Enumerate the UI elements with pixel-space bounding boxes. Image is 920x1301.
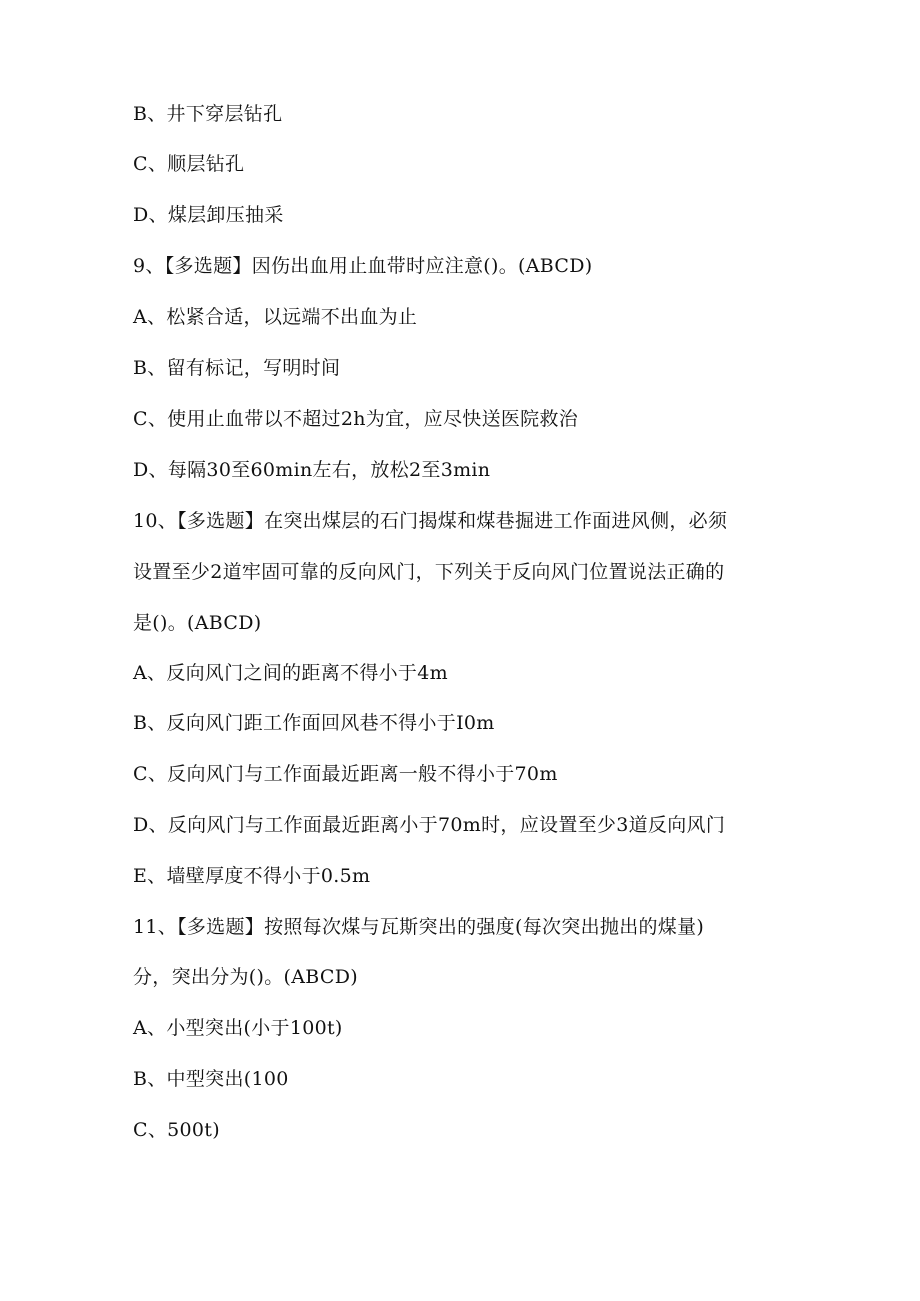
- question-9: 9、【多选题】因伤出血用止血带时应注意()。(ABCD): [133, 255, 593, 277]
- option-c-q8: C、顺层钻孔: [133, 153, 245, 175]
- option-b-q9: B、留有标记，写明时间: [133, 357, 341, 379]
- option-b-q8: B、井下穿层钻孔: [133, 103, 283, 125]
- option-e-q10: E、墙壁厚度不得小于0.5m: [133, 865, 371, 887]
- option-d-q9: D、每隔30至60min左右，放松2至3min: [133, 459, 491, 481]
- option-a-q11: A、小型突出(小于100t): [133, 1017, 343, 1039]
- option-c-q11: C、500t): [133, 1119, 220, 1141]
- option-b-q10: B、反向风门距工作面回风巷不得小于I0m: [133, 712, 495, 734]
- question-11-line-1: 11、【多选题】按照每次煤与瓦斯突出的强度(每次突出抛出的煤量): [133, 916, 705, 938]
- option-a-q9: A、松紧合适，以远端不出血为止: [133, 306, 418, 328]
- question-11-line-2: 分，突出分为()。(ABCD): [133, 966, 358, 988]
- question-10-line-1: 10、【多选题】在突出煤层的石门揭煤和煤巷掘进工作面进风侧，必须: [133, 510, 728, 532]
- option-c-q10: C、反向风门与工作面最近距离一般不得小于70m: [133, 763, 558, 785]
- option-d-q10: D、反向风门与工作面最近距离小于70m时，应设置至少3道反向风门: [133, 814, 726, 836]
- question-10-line-2: 设置至少2道牢固可靠的反向风门，下列关于反向风门位置说法正确的: [133, 561, 725, 583]
- option-c-q9: C、使用止血带以不超过2h为宜，应尽快送医院救治: [133, 408, 579, 430]
- question-10-line-3: 是()。(ABCD): [133, 612, 262, 634]
- option-d-q8: D、煤层卸压抽采: [133, 204, 284, 226]
- option-b-q11: B、中型突出(100: [133, 1068, 289, 1090]
- option-a-q10: A、反向风门之间的距离不得小于4m: [133, 662, 448, 684]
